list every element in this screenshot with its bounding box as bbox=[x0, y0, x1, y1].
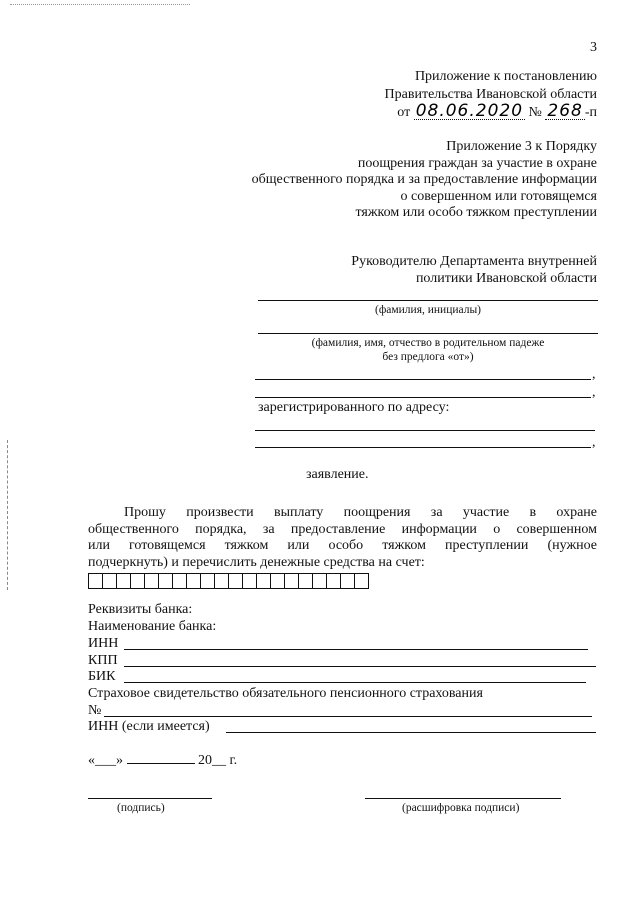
bank-requisites-label: Реквизиты банка: bbox=[88, 602, 193, 617]
body-line-2: общественного порядка, за предоставление информации о совершенном bbox=[88, 522, 597, 537]
ot-label: от bbox=[397, 105, 411, 120]
account-digit-cell[interactable] bbox=[158, 573, 173, 589]
inn-optional-fill-line[interactable] bbox=[226, 732, 596, 733]
comma-2: , bbox=[592, 385, 596, 400]
kpp-label: КПП bbox=[88, 653, 118, 668]
number-sign: № bbox=[528, 105, 542, 120]
comma-1: , bbox=[592, 367, 596, 382]
scan-artifact bbox=[10, 4, 190, 5]
fio-fill-line[interactable] bbox=[258, 333, 598, 334]
account-number-boxes[interactable] bbox=[88, 573, 368, 589]
account-digit-cell[interactable] bbox=[144, 573, 159, 589]
header-date-number bbox=[397, 103, 597, 121]
registered-label: зарегистрированного по адресу: bbox=[258, 400, 450, 415]
header-line-2: Правительства Ивановской области bbox=[384, 87, 597, 102]
account-digit-cell[interactable] bbox=[102, 573, 117, 589]
snils-number-label: № bbox=[88, 703, 102, 718]
body-line-1: Прошу произвести выплату поощрения за участие в охране bbox=[124, 505, 597, 520]
initials-caption: (фамилия, инициалы) bbox=[374, 304, 482, 316]
appendix-line-2: поощрения граждан за участие в охране bbox=[357, 156, 597, 171]
page-number: 3 bbox=[590, 40, 597, 55]
appendix-line-5: тяжком или особо тяжком преступлении bbox=[355, 205, 597, 220]
bank-name-label: Наименование банка: bbox=[88, 619, 217, 634]
date-day-blank[interactable]: ___ bbox=[95, 753, 116, 768]
initials-fill-line[interactable] bbox=[258, 300, 598, 301]
handwritten-number: 268 bbox=[547, 101, 583, 121]
appendix-line-1: Приложение 3 к Порядку bbox=[446, 139, 597, 154]
account-digit-cell[interactable] bbox=[354, 573, 369, 589]
account-digit-cell[interactable] bbox=[186, 573, 201, 589]
comma-3: , bbox=[592, 435, 596, 450]
snils-fill-line[interactable] bbox=[104, 716, 592, 717]
signature-fill-line[interactable] bbox=[88, 798, 212, 799]
account-digit-cell[interactable] bbox=[130, 573, 145, 589]
kpp-fill-line[interactable] bbox=[124, 666, 596, 667]
number-suffix: -п bbox=[584, 105, 597, 120]
body-line-3: или готовящемся тяжком или особо тяжком преступлении (нужное bbox=[88, 538, 597, 553]
inn-optional-label: ИНН (если имеется) bbox=[88, 719, 210, 734]
date-close-quote: » bbox=[116, 753, 123, 768]
date-year-prefix: 20 bbox=[198, 753, 212, 768]
addressee-line-2: политики Ивановской области bbox=[415, 271, 597, 286]
fio-line-3[interactable] bbox=[255, 397, 591, 398]
bik-fill-line[interactable] bbox=[124, 682, 586, 683]
account-digit-cell[interactable] bbox=[270, 573, 285, 589]
account-digit-cell[interactable] bbox=[256, 573, 271, 589]
date-month-blank[interactable] bbox=[127, 753, 195, 764]
account-digit-cell[interactable] bbox=[340, 573, 355, 589]
inn-label: ИНН bbox=[88, 636, 119, 651]
inn-fill-line[interactable] bbox=[124, 649, 588, 650]
date-g: г. bbox=[229, 753, 238, 768]
fio-caption-line-1: (фамилия, имя, отчество в родительном падеже bbox=[311, 337, 545, 349]
account-digit-cell[interactable] bbox=[88, 573, 103, 589]
body-line-4: подчеркнуть) и перечислить денежные средства на счет: bbox=[88, 555, 425, 570]
date-year-blank[interactable]: __ bbox=[212, 753, 226, 768]
account-digit-cell[interactable] bbox=[242, 573, 257, 589]
document-title: заявление. bbox=[306, 467, 369, 482]
account-digit-cell[interactable] bbox=[228, 573, 243, 589]
binder-mark bbox=[7, 440, 8, 590]
appendix-line-4: о совершенном или готовящемся bbox=[400, 189, 597, 204]
snils-label: Страховое свидетельство обязательного пенсионного страхования bbox=[88, 686, 483, 701]
account-digit-cell[interactable] bbox=[116, 573, 131, 589]
fio-line-2[interactable] bbox=[255, 379, 591, 380]
addressee-line-1: Руководителю Департамента внутренней bbox=[351, 254, 597, 269]
account-digit-cell[interactable] bbox=[326, 573, 341, 589]
handwritten-date: 08.06.2020 bbox=[415, 101, 524, 121]
account-digit-cell[interactable] bbox=[172, 573, 187, 589]
account-digit-cell[interactable] bbox=[298, 573, 313, 589]
account-digit-cell[interactable] bbox=[200, 573, 215, 589]
account-digit-cell[interactable] bbox=[312, 573, 327, 589]
appendix-line-3: общественного порядка и за предоставление информации bbox=[251, 172, 597, 187]
account-digit-cell[interactable] bbox=[284, 573, 299, 589]
date-open-quote: « bbox=[88, 753, 95, 768]
bik-label: БИК bbox=[88, 669, 116, 684]
fio-caption-line-2: без предлога «от») bbox=[382, 351, 474, 363]
signature-decode-fill-line[interactable] bbox=[365, 798, 561, 799]
date-line bbox=[88, 753, 237, 769]
address-line-1[interactable] bbox=[255, 430, 595, 431]
signature-decode-caption: (расшифровка подписи) bbox=[402, 802, 520, 814]
signature-caption: (подпись) bbox=[117, 802, 165, 814]
address-line-2[interactable] bbox=[255, 447, 591, 448]
account-digit-cell[interactable] bbox=[214, 573, 229, 589]
header-line-1: Приложение к постановлению bbox=[414, 69, 597, 84]
